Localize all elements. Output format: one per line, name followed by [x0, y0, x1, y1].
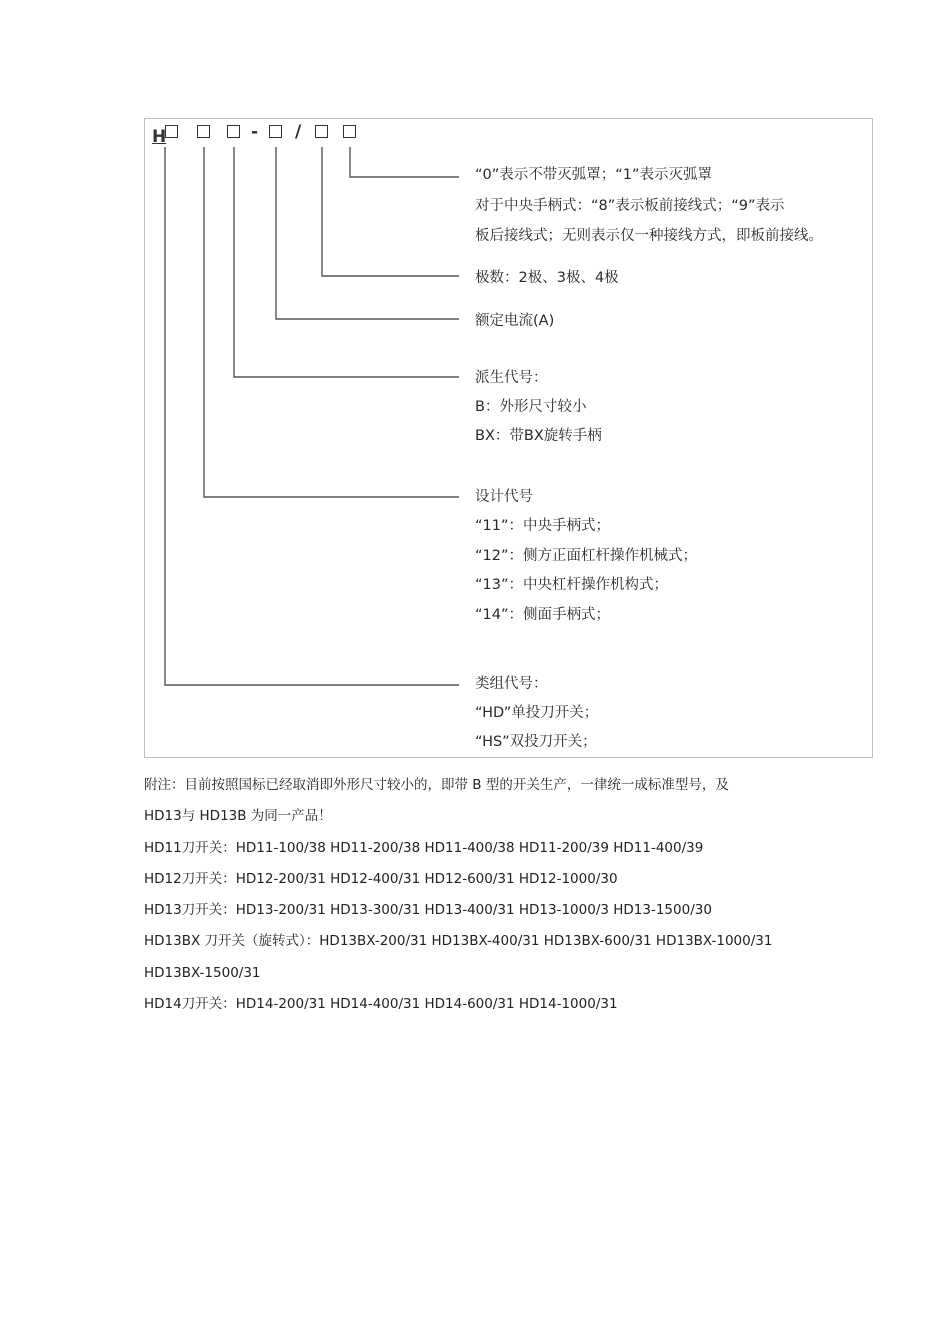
label-poles: 极数：2极、3极、4极: [475, 270, 619, 286]
code-box-3: [227, 125, 240, 138]
leader-rated-current: [276, 147, 459, 319]
model-list-hd11: HD11刀开关：HD11-100/38 HD11-200/38 HD11-400/38 HD11-200/39 HD11-400/39: [144, 840, 704, 856]
code-prefix: H: [152, 127, 167, 147]
label-arc-chute: “0”表示不带灭弧罩；“1”表示灭弧罩: [475, 167, 712, 183]
code-box-2: [197, 125, 210, 138]
label-central-handle-1: 对于中央手柄式：“8”表示板前接线式；“9”表示: [475, 198, 785, 214]
label-design-12: “12”：侧方正面杠杆操作机械式；: [475, 548, 697, 564]
model-list-hd13: HD13刀开关：HD13-200/31 HD13-300/31 HD13-400/31 HD13-1000/3 HD13-1500/30: [144, 902, 712, 918]
leader-group-code: [165, 147, 459, 685]
model-code-diagram: [144, 118, 873, 758]
leader-derived-code: [234, 147, 459, 377]
label-central-handle-2: 板后接线式；无则表示仅一种接线方式，即板前接线。: [475, 228, 823, 244]
label-group-title: 类组代号：: [475, 676, 548, 692]
label-design-14: “14”：侧面手柄式；: [475, 607, 610, 623]
code-box-1: [165, 125, 178, 138]
label-rated-current: 额定电流(A): [475, 313, 555, 329]
leader-design-code: [204, 147, 459, 497]
label-group-hs: “HS”双投刀开关；: [475, 734, 597, 750]
code-box-6: [343, 125, 356, 138]
label-design-title: 设计代号: [475, 489, 533, 505]
code-dash: -: [251, 122, 259, 142]
code-slash: /: [295, 122, 302, 142]
code-box-5: [315, 125, 328, 138]
label-derived-bx: BX：带BX旋转手柄: [475, 428, 602, 444]
label-derived-b: B：外形尺寸较小: [475, 399, 587, 415]
note-line-1: 附注：目前按照国标已经取消即外形尺寸较小的，即带 B 型的开关生产，一律统一成标准型号，及: [144, 777, 729, 793]
leader-poles: [322, 147, 459, 276]
leader-arc-chute: [350, 147, 459, 177]
model-list-hd13bx-cont: HD13BX-1500/31: [144, 965, 261, 981]
code-box-4: [269, 125, 282, 138]
label-group-hd: “HD”单投刀开关；: [475, 705, 599, 721]
label-derived-title: 派生代号：: [475, 370, 548, 386]
model-list-hd13bx: HD13BX 刀开关（旋转式）：HD13BX-200/31 HD13BX-400/31 HD13BX-600/31 HD13BX-1000/31: [144, 933, 773, 949]
label-design-13: “13”：中央杠杆操作机构式；: [475, 577, 668, 593]
note-line-2: HD13与 HD13B 为同一产品！: [144, 808, 332, 824]
model-list-hd12: HD12刀开关：HD12-200/31 HD12-400/31 HD12-600/31 HD12-1000/30: [144, 871, 618, 887]
label-design-11: “11”：中央手柄式；: [475, 518, 610, 534]
model-list-hd14: HD14刀开关：HD14-200/31 HD14-400/31 HD14-600/31 HD14-1000/31: [144, 996, 618, 1012]
